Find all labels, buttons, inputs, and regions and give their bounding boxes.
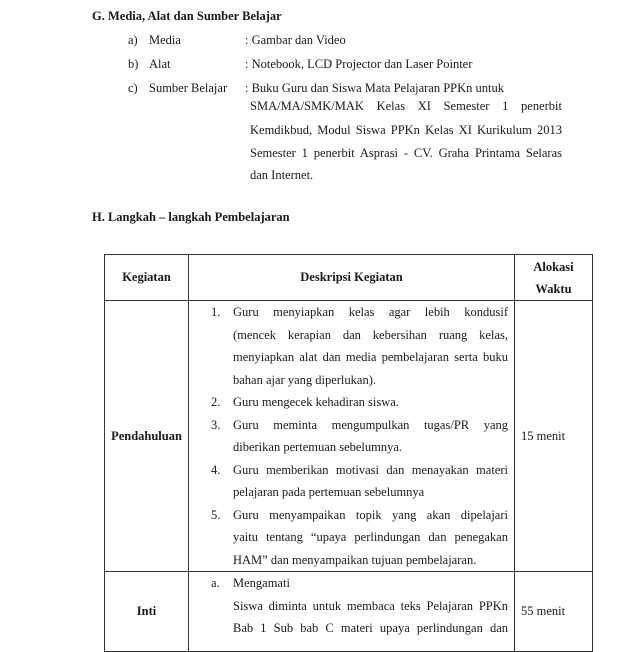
step-2-line: Guru mengecek kehadiran siswa. [233,395,399,409]
step-1-line: (mencek kerapian dan kebersihan ruang kelas, [233,327,508,342]
table-row-inti [105,572,593,652]
section-h-title: H. Langkah – langkah Pembelajaran [92,210,290,224]
header-deskripsi: Deskripsi Kegiatan [189,255,515,301]
media-value: : Gambar dan Video [245,33,346,47]
sumber-line-3: Semester 1 penerbit Asprasi - CV. Graha Printama Selaras [250,146,562,160]
step-1-line: Guru menyiapkan kelas agar lebih kondusif [233,305,508,319]
time-inti: 55 menit [515,572,593,652]
header-kegiatan: Kegiatan [105,255,189,301]
step-a-number: a. [211,576,220,590]
step-3-line: diberikan pertemuan sebelumnya. [233,440,403,454]
sumber-marker: c) [128,81,138,95]
sumber-line-1: SMA/MA/SMK/MAK Kelas XI Semester 1 penerbit [250,99,562,113]
step-1-line: bahan ajar yang diperlukan). [233,372,376,387]
desc-pendahuluan [189,301,515,572]
step-5-line: Guru menyampaikan topik yang akan dipelajari [233,507,508,522]
sumber-value: : Buku Guru dan Siswa Mata Pelajaran PPKn untuk [245,81,505,95]
step-a-line: Mengamati [233,576,290,590]
media-marker: a) [128,33,138,47]
time-pendahuluan: 15 menit [515,301,593,572]
step-4-number: 4. [211,462,221,477]
step-5-line: HAM” dan menyampaikan tujuan pembelajaran. [233,552,477,567]
table-row-pendahuluan [105,301,593,572]
step-5-line: yaitu tentang “upaya perlindungan dan penegakan [233,530,508,544]
sumber-label: Sumber Belajar [149,81,228,95]
step-3 [211,414,508,459]
step-4-line: Guru memberikan motivasi dan menayakan materi [233,462,508,477]
step-3-line: Guru meminta mengumpulkan tugas/PR yang [233,417,508,432]
step-2 [211,391,508,414]
header-alokasi [515,255,593,301]
step-4 [211,459,508,504]
alat-marker: b) [128,57,139,71]
alat-value: : Notebook, LCD Projector dan Laser Pointer [245,57,473,71]
desc-inti [189,572,515,652]
step-3-number: 3. [211,417,221,432]
step-4-line: pelajaran pada pertemuan sebelumnya [233,485,425,499]
step-1 [211,301,508,391]
step-a-line: Siswa diminta untuk membaca teks Pelajaran PPKn [233,598,508,613]
step-a-line: Bab 1 Sub bab C materi upaya perlindungan dan [233,621,508,635]
step-1-number: 1. [211,305,221,319]
table-header-row [105,255,593,301]
step-5-number: 5. [211,507,221,522]
kegiatan-pendahuluan: Pendahuluan [105,301,189,572]
header-alokasi-line-1: Alokasi [533,259,574,274]
lesson-steps-table [104,254,593,652]
kegiatan-inti: Inti [105,572,189,652]
step-2-number: 2. [211,395,221,409]
header-alokasi-line-2: Waktu [535,281,572,296]
sumber-line-4: dan Internet. [250,168,314,182]
step-5 [211,504,508,572]
step-1-line: menyiapkan alat dan media pembelajaran serta buku [233,350,508,364]
media-label: Media [149,33,181,47]
alat-label: Alat [149,57,171,71]
step-a [211,572,508,640]
sumber-line-2: Kemdikbud, Modul Siswa PPKn Kelas XI Kurikulum 2013 [250,123,562,137]
section-g-title: G. Media, Alat dan Sumber Belajar [92,9,282,23]
